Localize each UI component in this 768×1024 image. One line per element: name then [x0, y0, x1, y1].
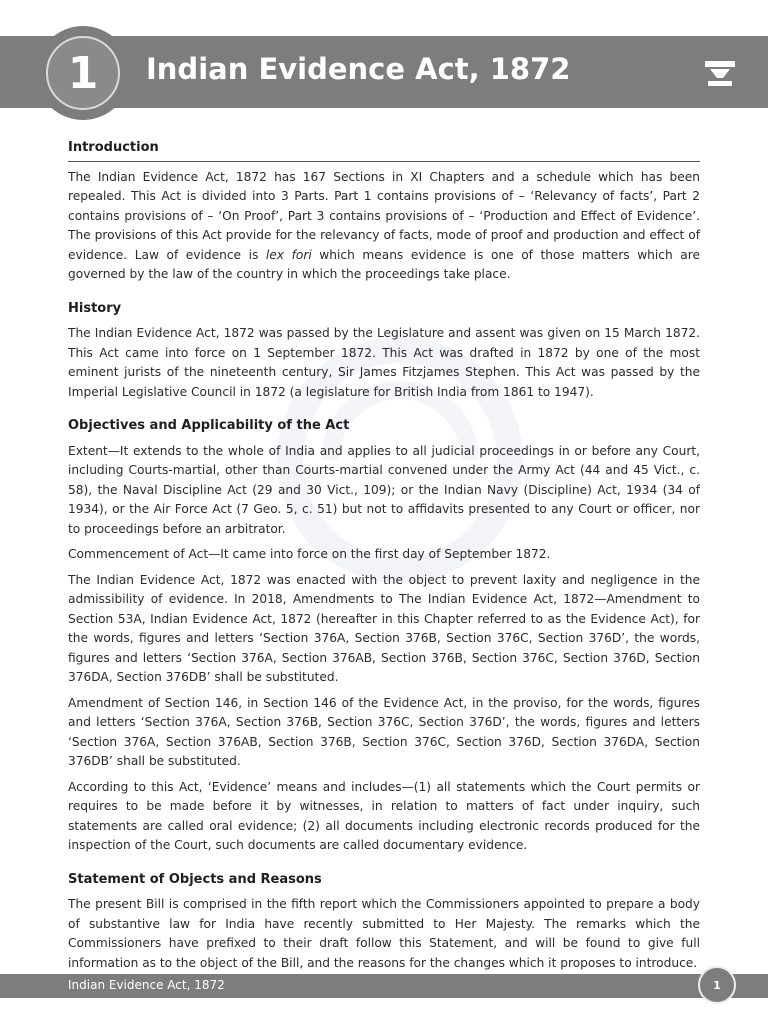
introduction-text-end: which means evidence is one of those matters which are governed by the law of the country in which the proceedings take place.: [68, 247, 700, 281]
statement-paragraph: The present Bill is comprised in the fifth report which the Commissioners appointed to prepare a body of substantive law for India have recently submitted to Her Majesty. The remarks which the Commissioners have prefixed to their draft follow this Statement, and will be found to give full information as to the object of the Bill, and the reasons for the changes which it proposes to introduce.: [68, 897, 700, 970]
introduction-italic-term: lex fori: [265, 247, 312, 262]
section-heading-introduction: Introduction: [68, 138, 700, 162]
introduction-paragraph: [68, 168, 700, 285]
introduction-text-start: The Indian Evidence Act, 1872 has 167 Sections in XI Chapters and a schedule which has been repealed. This Act is divided into 3 Parts. Part 1 contains provisions of – ‘Relevancy of facts’, Part 2 contains provisions of – ‘On Proof’, Part 3 contains provisions of – ‘Production and Effect of Evidence’. The provisions of this Act provide for the relevancy of facts, mode of proof and production and effect of evidence. Law of evidence is: [68, 169, 700, 262]
objectives-enactment-paragraph: The Indian Evidence Act, 1872 was enacted with the object to prevent laxity and negligence in the admissibility of evidence. In 2018, Amendments to The Indian Evidence Act, 1872—Amendment to Section 53A, Indian Evidence Act, 1872 (hereafter in this Chapter referred to as the Evidence Act), for the words, figures and letters ‘Section 376A, Section 376B, Section 376C, Section 376D’, the words, figures and letters ‘Section 376A, Section 376AB, Section 376B, Section 376C, Section 376D, Section 376DA, Section 376DB’ shall be substituted.: [68, 572, 700, 684]
section-heading-history: History: [68, 300, 122, 316]
chapter-badge: [36, 26, 130, 120]
page-number: 1: [698, 966, 736, 1004]
publisher-logo-icon: [704, 58, 736, 88]
objectives-amendment-paragraph: Amendment of Section 146, in Section 146 of the Evidence Act, in the proviso, for the words, figures and letters ‘Section 376A, Section 376B, Section 376C, Section 376D’, the words, figures and letters ‘Section 376A, Section 376AB, Section 376B, Section 376C, Section 376D, Section 376DA, Section 376DB’ shall be substituted.: [68, 695, 700, 768]
section-heading-statement: Statement of Objects and Reasons: [68, 871, 322, 887]
section-heading-objectives: Objectives and Applicability of the Act: [68, 418, 350, 433]
objectives-commencement-paragraph: Commencement of Act—It came into force on the first day of September 1872.: [68, 547, 551, 561]
footer-title: Indian Evidence Act, 1872: [68, 978, 225, 992]
chapter-title: Indian Evidence Act, 1872: [146, 52, 571, 86]
objectives-extent-paragraph: Extent—It extends to the whole of India and applies to all judicial proceedings in or before any Court, including Courts-martial, other than Courts-martial convened under the Army Act (44 and 45 Vict., c. 58), the Naval Discipline Act (29 and 30 Vict., 109); or the Indian Navy (Discipline) Act, 1934 (34 of 1934), or the Air Force Act (7 Geo. 5, c. 51) but not to affidavits presented to any Court or officer, nor to proceedings before an arbitrator.: [68, 443, 700, 536]
page-content: [68, 138, 700, 979]
objectives-evidence-definition-paragraph: According to this Act, ‘Evidence’ means and includes—(1) all statements which the Court permits or requires to be made before it by witnesses, in relation to matters of fact under inquiry, such statements are called oral evidence; (2) all documents including electronic records produced for the inspection of the Court, such documents are called documentary evidence.: [68, 779, 700, 852]
history-paragraph: The Indian Evidence Act, 1872 was passed by the Legislature and assent was given on 15 March 1872. This Act came into force on 1 September 1872. This Act was drafted in 1872 by one of the most eminent jurists of the nineteenth century, Sir James Fitzjames Stephen. This Act was passed by the Imperial Legislative Council in 1872 (a legislature for British India from 1861 to 1947).: [68, 326, 700, 399]
chapter-number: 1: [46, 36, 120, 110]
